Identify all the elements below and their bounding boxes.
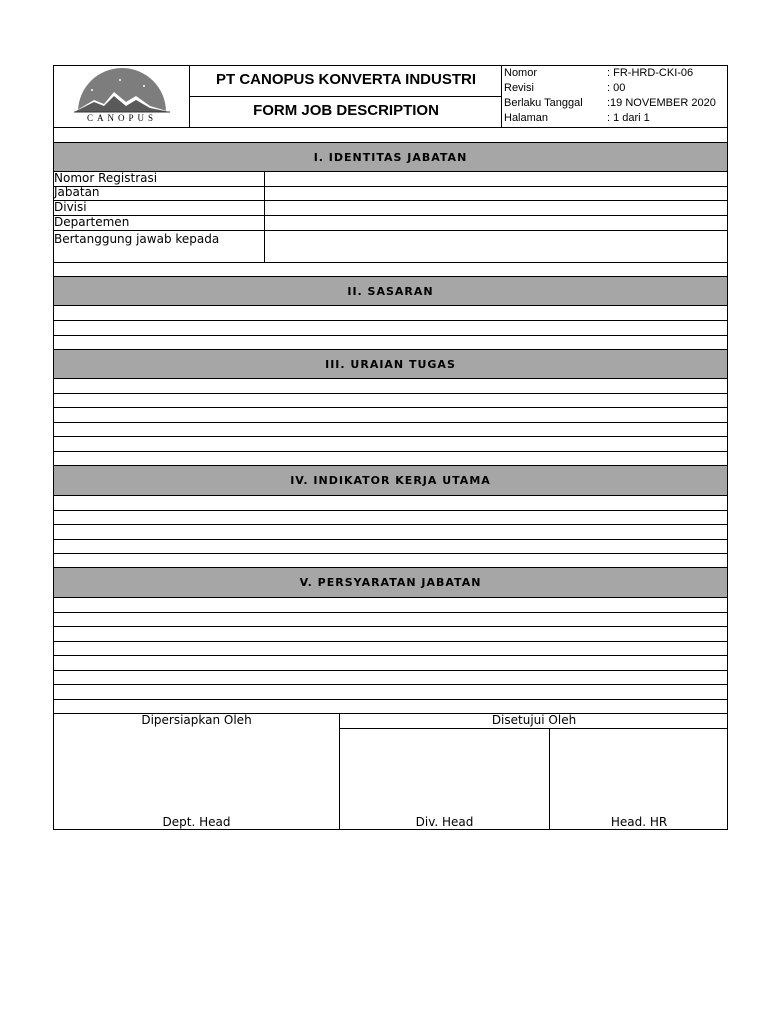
signature-area-div-head[interactable]	[340, 729, 549, 813]
input-bertanggung-jawab[interactable]	[265, 231, 727, 262]
field-departemen: Departemen	[54, 215, 130, 229]
job-description-form	[53, 65, 728, 830]
input-divisi[interactable]	[265, 201, 727, 215]
section-indikator-kerja-utama: IV. INDIKATOR KERJA UTAMA	[54, 465, 727, 496]
approved-by-label: Disetujui Oleh	[491, 713, 577, 727]
input-nomor-registrasi[interactable]	[265, 172, 727, 186]
field-divisi: Divisi	[54, 200, 87, 214]
dept-head-label: Dept. Head	[162, 815, 231, 829]
meta-value-revisi: : 00	[607, 82, 626, 94]
meta-label-revisi: Revisi	[504, 82, 534, 94]
signature-area-dept-head[interactable]	[54, 728, 339, 813]
prepared-by-label: Dipersiapkan Oleh	[141, 713, 252, 727]
company-name: PT CANOPUS KONVERTA INDUSTRI	[215, 71, 476, 88]
meta-label-nomor: Nomor	[504, 67, 538, 79]
field-bertanggung-jawab: Bertanggung jawab kepada	[54, 232, 220, 246]
div-head-label: Div. Head	[415, 815, 474, 829]
head-hr-label: Head. HR	[610, 815, 668, 829]
logo-text: CANOPUS	[86, 113, 157, 123]
field-nomor-registrasi: Nomor Registrasi	[54, 171, 158, 185]
section-sasaran: II. SASARAN	[54, 276, 727, 306]
meta-value-halaman: : 1 dari 1	[607, 112, 650, 124]
logo	[54, 66, 190, 127]
input-jabatan[interactable]	[265, 187, 727, 200]
meta-value-nomor: : FR-HRD-CKI-06	[607, 67, 694, 79]
field-jabatan: Jabatan	[54, 185, 100, 199]
input-departemen[interactable]	[265, 216, 727, 230]
section-identitas-jabatan: I. IDENTITAS JABATAN	[54, 142, 727, 172]
meta-label-halaman: Halaman	[504, 112, 549, 124]
signature-area-head-hr[interactable]	[550, 729, 728, 813]
section-persyaratan-jabatan: V. PERSYARATAN JABATAN	[54, 567, 727, 598]
section-uraian-tugas: III. URAIAN TUGAS	[54, 349, 727, 379]
meta-value-berlaku: :19 NOVEMBER 2020	[607, 97, 716, 109]
form-title: FORM JOB DESCRIPTION	[253, 102, 439, 119]
meta-label-berlaku: Berlaku Tanggal	[504, 97, 583, 109]
